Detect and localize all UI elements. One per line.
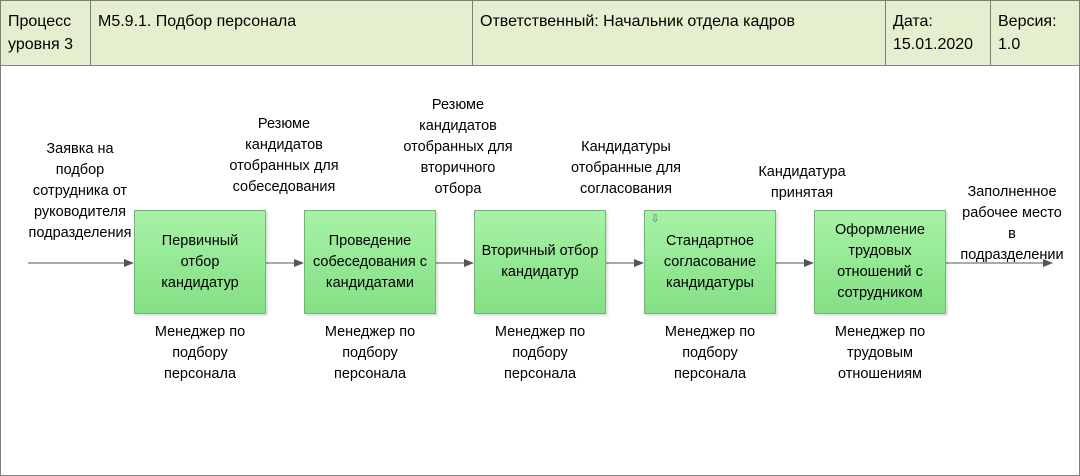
step-primary-selection[interactable]: Первичный отбор кандидатур	[134, 210, 266, 314]
step-interview[interactable]: Проведение собеседования с кандидатами	[304, 210, 436, 314]
role-label-4: Менеджер по подбору персонала	[664, 324, 756, 382]
step-approval[interactable]	[644, 210, 776, 314]
flow-label-2: Резюме кандидатов отобранных для вторичного отбора	[403, 97, 513, 197]
input-label: Заявка на подбор сотрудника от руководителя подразделения	[28, 141, 132, 241]
process-title: М5.9.1. Подбор персонала	[91, 1, 473, 65]
role-label-5: Менеджер по трудовым отношениям	[834, 324, 926, 382]
output-label: Заполненное рабочее место в подразделении	[960, 184, 1064, 263]
role-label-3: Менеджер по подбору персонала	[494, 324, 586, 382]
flow-label-4: Кандидатура принятая	[758, 164, 846, 201]
responsible-person: Ответственный: Начальник отдела кадров	[473, 1, 886, 65]
role-label-1: Менеджер по подбору персонала	[154, 324, 246, 382]
process-version: Версия: 1.0	[998, 13, 1057, 53]
flow-label-3: Кандидатуры отобранные для согласования	[570, 139, 682, 197]
process-date: Дата: 15.01.2020	[886, 1, 991, 65]
step-employment[interactable]: Оформление трудовых отношений с сотрудником	[814, 210, 946, 314]
step-secondary-selection[interactable]: Вторичный отбор кандидатур	[474, 210, 606, 314]
role-label-2: Менеджер по подбору персонала	[324, 324, 416, 382]
process-level: Процесс уровня 3	[1, 1, 91, 65]
subprocess-arrow-icon: ⇩	[650, 213, 660, 225]
step-approval-label: Стандартное согласование кандидатуры	[663, 232, 757, 291]
flow-label-1: Резюме кандидатов отобранных для собеседования	[229, 116, 339, 195]
